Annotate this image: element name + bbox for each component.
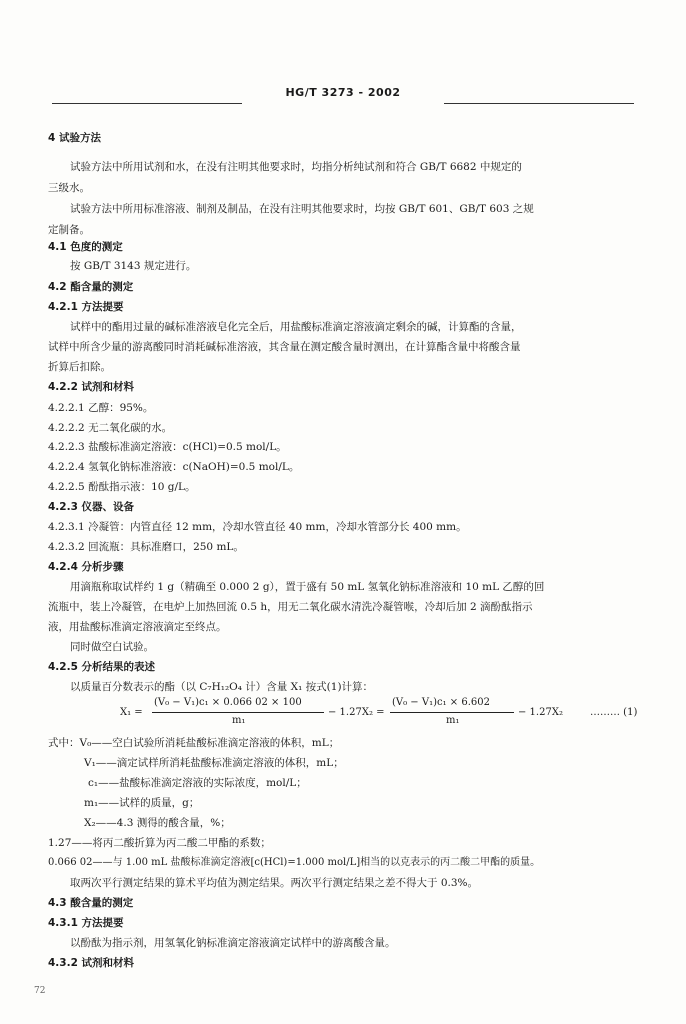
paragraph-line: 试验方法中所用标准溶液、制剂及制品，在没有注明其他要求时，均按 GB/T 601、GB/T 603 之规 xyxy=(70,203,534,215)
variable-definition: 式中：V₀——空白试验所消耗盐酸标准滴定溶液的体积，mL； xyxy=(48,737,340,749)
paragraph-line: 用滴瓶称取试样约 1 g（精确至 0.000 2 g），置于盛有 50 mL 氢氧化钠标准溶液和 10 mL 乙醇的回 xyxy=(70,581,545,593)
paragraph-line: 液，用盐酸标准滴定溶液滴定至终点。 xyxy=(48,621,227,633)
list-item: 4.2.2.3 盐酸标准滴定溶液：c(HCl)=0.5 mol/L。 xyxy=(48,441,287,453)
clause-heading: 4.2.2 试剂和材料 xyxy=(48,381,135,393)
paragraph-line: 流瓶中，装上冷凝管，在电炉上加热回流 0.5 h，用无二氧化碳水清洗冷凝管喉，冷却后加 2 滴酚酞指示 xyxy=(48,601,533,613)
paragraph-line: 三级水。 xyxy=(48,182,90,194)
list-item: 4.2.2.5 酚酞指示液：10 g/L。 xyxy=(48,481,196,493)
paragraph-line: 取两次平行测定结果的算术平均值为测定结果。两次平行测定结果之差不得大于 0.3%。 xyxy=(70,877,479,889)
variable-definition: 0.066 02——与 1.00 mL 盐酸标准滴定溶液[c(HCl)=1.000 mol/L]相当的以克表示的丙二酸二甲酯的质量。 xyxy=(48,857,541,868)
equation-number: ……… (1) xyxy=(590,707,638,718)
paragraph-line: 以酚酞为指示剂，用氢氧化钠标准滴定溶液滴定试样中的游离酸含量。 xyxy=(70,937,396,949)
section-heading: 4 试验方法 xyxy=(48,132,101,144)
formula-1 xyxy=(120,697,660,731)
header-rule-left xyxy=(52,103,242,104)
variable-definition: V₁——滴定试样所消耗盐酸标准滴定溶液的体积，mL； xyxy=(84,757,344,769)
variable-definition: m₁——试样的质量，g； xyxy=(84,797,200,809)
fraction-bar-1 xyxy=(152,712,324,713)
clause-heading: 4.2.5 分析结果的表述 xyxy=(48,661,156,673)
formula-middle: − 1.27X₂ = xyxy=(328,707,385,718)
list-item: 4.2.3.1 冷凝管：内管直径 12 mm，冷却水管直径 40 mm，冷却水管部分长 400 mm。 xyxy=(48,521,467,533)
variable-definition: X₂——4.3 测得的酸含量，%； xyxy=(84,817,231,829)
subsection-heading: 4.3 酸含量的测定 xyxy=(48,897,134,909)
clause-heading: 4.2.1 方法提要 xyxy=(48,301,124,313)
formula-denominator-2: m₁ xyxy=(446,715,460,726)
list-item: 4.2.2.1 乙醇：95%。 xyxy=(48,402,154,414)
clause-heading: 4.3.1 方法提要 xyxy=(48,917,124,929)
paragraph-line: 按 GB/T 3143 规定进行。 xyxy=(70,260,197,272)
clause-heading: 4.2.4 分析步骤 xyxy=(48,561,124,573)
subsection-heading: 4.1 色度的测定 xyxy=(48,241,123,253)
paragraph-line: 以质量百分数表示的酯（以 C₇H₁₂O₄ 计）含量 X₁ 按式(1)计算： xyxy=(70,681,374,693)
fraction-bar-2 xyxy=(390,712,514,713)
formula-tail: − 1.27X₂ xyxy=(518,707,563,718)
formula-numerator-2: (V₀ − V₁)c₁ × 6.602 xyxy=(392,697,490,708)
subsection-heading: 4.2 酯含量的测定 xyxy=(48,281,134,293)
standard-header: HG/T 3273 - 2002 xyxy=(285,86,401,99)
paragraph-line: 试样中的酯用过量的碱标准溶液皂化完全后，用盐酸标准滴定溶液滴定剩余的碱，计算酯的含量， xyxy=(70,321,522,333)
paragraph-line: 定制备。 xyxy=(48,224,90,236)
paragraph-line: 试验方法中所用试剂和水，在没有注明其他要求时，均指分析纯试剂和符合 GB/T 6682 中规定的 xyxy=(70,161,522,173)
paragraph-line: 试样中所含少量的游离酸同时消耗碱标准溶液，其含量在测定酸含量时测出，在计算酯含量中将酸含量 xyxy=(48,341,521,353)
paragraph-line: 折算后扣除。 xyxy=(48,361,111,373)
list-item: 4.2.2.4 氢氧化钠标准溶液：c(NaOH)=0.5 mol/L。 xyxy=(48,461,300,473)
formula-numerator-1: (V₀ − V₁)c₁ × 0.066 02 × 100 xyxy=(154,697,302,708)
formula-lhs: X₁ = xyxy=(120,707,143,718)
clause-heading: 4.3.2 试剂和材料 xyxy=(48,957,135,969)
formula-denominator-1: m₁ xyxy=(232,715,246,726)
paragraph-line: 同时做空白试验。 xyxy=(70,641,154,653)
list-item: 4.2.3.2 回流瓶：具标准磨口，250 mL。 xyxy=(48,541,244,553)
clause-heading: 4.2.3 仪器、设备 xyxy=(48,501,135,513)
variable-definition: c₁——盐酸标准滴定溶液的实际浓度，mol/L； xyxy=(88,777,307,789)
list-item: 4.2.2.2 无二氧化碳的水。 xyxy=(48,422,173,434)
header-rule-right xyxy=(444,103,634,104)
variable-definition: 1.27——将丙二酸折算为丙二酸二甲酯的系数； xyxy=(48,837,271,849)
page-number: 72 xyxy=(34,986,46,996)
